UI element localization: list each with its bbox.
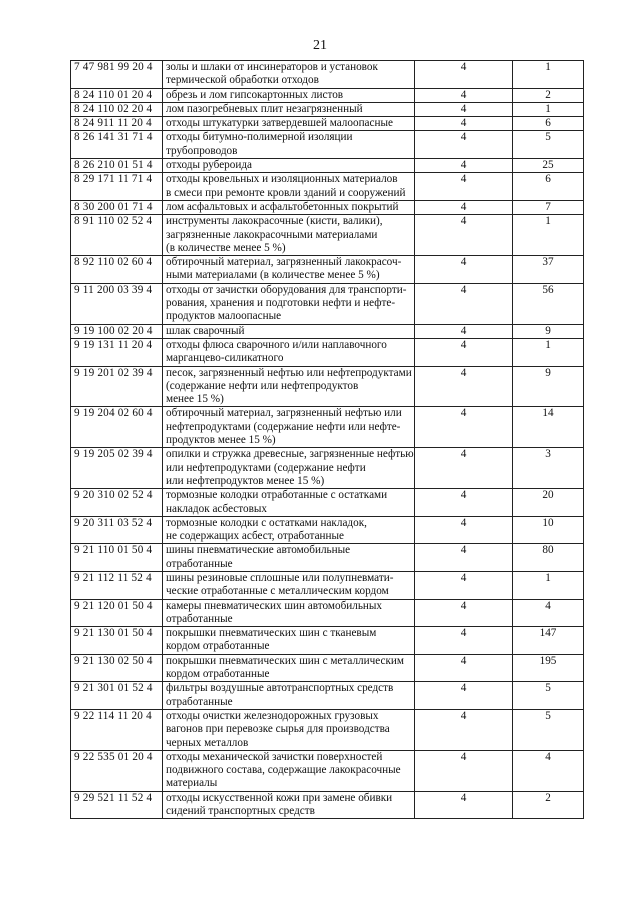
table-row xyxy=(71,516,584,544)
waste-name-cell xyxy=(163,215,415,256)
table-row xyxy=(71,627,584,655)
waste-name-line: отходы механической зачистки поверхностей xyxy=(166,750,383,763)
waste-code-cell: 9 20 310 02 52 4 xyxy=(71,489,163,517)
table-row xyxy=(71,283,584,324)
waste-code-cell: 8 26 141 31 71 4 xyxy=(71,131,163,159)
table-row xyxy=(71,709,584,750)
waste-code-cell: 9 20 311 03 52 4 xyxy=(71,516,163,544)
hazard-class-cell: 4 xyxy=(415,200,513,214)
waste-name-line: продуктов менее 15 %) xyxy=(166,434,276,447)
hazard-class-cell: 4 xyxy=(415,117,513,131)
table-row xyxy=(71,654,584,682)
waste-name-line: (содержание нефти или нефтепродуктов xyxy=(166,379,359,392)
waste-name-line: шины пневматические автомобильные xyxy=(166,544,351,557)
waste-name-cell xyxy=(163,682,415,710)
waste-code-cell: 9 22 114 11 20 4 xyxy=(71,709,163,750)
waste-name-line: отработанные xyxy=(166,695,233,708)
waste-name-cell xyxy=(163,256,415,284)
waste-code-cell: 9 21 112 11 52 4 xyxy=(71,571,163,599)
table-row xyxy=(71,407,584,448)
waste-name-line: менее 15 %) xyxy=(166,393,224,406)
waste-name-cell xyxy=(163,654,415,682)
quantity-cell: 147 xyxy=(513,627,584,655)
waste-name-line: опилки и стружка древесные, загрязненные нефтью xyxy=(166,448,414,461)
table-row xyxy=(71,448,584,489)
hazard-class-cell: 4 xyxy=(415,159,513,173)
table-row xyxy=(71,489,584,517)
waste-code-cell: 8 29 171 11 71 4 xyxy=(71,173,163,201)
waste-name-line: или нефтепродуктами (содержание нефти xyxy=(166,461,366,474)
waste-name-line: отходы от зачистки оборудования для транспорти- xyxy=(166,283,407,296)
waste-name-line: накладок асбестовых xyxy=(166,502,268,515)
waste-name-line: отходы искусственной кожи при замене обивки xyxy=(166,791,393,804)
waste-name-cell xyxy=(163,338,415,366)
waste-name-line: рования, хранения и подготовки нефти и нефте- xyxy=(166,297,396,310)
waste-name-line: в смеси при ремонте кровли зданий и сооружений xyxy=(166,186,406,199)
waste-name-cell xyxy=(163,88,415,102)
waste-name-line: нефтепродуктами (содержание нефти или нефте- xyxy=(166,420,401,433)
waste-name-line: отходы битумно-полимерной изоляции xyxy=(166,131,353,144)
waste-name-cell xyxy=(163,117,415,131)
quantity-cell: 1 xyxy=(513,571,584,599)
quantity-cell: 5 xyxy=(513,682,584,710)
hazard-class-cell: 4 xyxy=(415,283,513,324)
table-row xyxy=(71,159,584,173)
waste-name-line: тормозные колодки отработанные с остатками xyxy=(166,489,388,502)
quantity-cell: 1 xyxy=(513,102,584,116)
waste-name-cell xyxy=(163,61,415,89)
waste-name-line: тормозные колодки с остатками накладок, xyxy=(166,516,367,529)
quantity-cell: 1 xyxy=(513,215,584,256)
waste-name-cell xyxy=(163,102,415,116)
waste-name-line: термической обработки отходов xyxy=(166,74,319,87)
quantity-cell: 56 xyxy=(513,283,584,324)
table-row xyxy=(71,791,584,819)
hazard-class-cell: 4 xyxy=(415,682,513,710)
waste-code-cell: 8 26 210 01 51 4 xyxy=(71,159,163,173)
waste-name-line: черных металлов xyxy=(166,736,249,749)
table-row xyxy=(71,324,584,338)
hazard-class-cell: 4 xyxy=(415,88,513,102)
hazard-class-cell: 4 xyxy=(415,791,513,819)
waste-name-line: отработанные xyxy=(166,557,233,570)
waste-code-cell: 9 11 200 03 39 4 xyxy=(71,283,163,324)
table-row xyxy=(71,682,584,710)
hazard-class-cell: 4 xyxy=(415,407,513,448)
table-row xyxy=(71,102,584,116)
waste-code-cell: 9 21 301 01 52 4 xyxy=(71,682,163,710)
waste-code-cell: 8 92 110 02 60 4 xyxy=(71,256,163,284)
waste-name-line: отходы рубероида xyxy=(166,159,253,172)
hazard-class-cell: 4 xyxy=(415,131,513,159)
waste-name-cell xyxy=(163,407,415,448)
waste-name-line: ческие отработанные с металлическим кордом xyxy=(166,585,389,598)
hazard-class-cell: 4 xyxy=(415,489,513,517)
quantity-cell: 5 xyxy=(513,709,584,750)
waste-code-cell: 8 24 110 02 20 4 xyxy=(71,102,163,116)
hazard-class-cell: 4 xyxy=(415,366,513,407)
quantity-cell: 9 xyxy=(513,366,584,407)
waste-name-line: покрышки пневматических шин с металлическим xyxy=(166,654,404,667)
waste-code-cell: 9 19 204 02 60 4 xyxy=(71,407,163,448)
waste-name-cell xyxy=(163,516,415,544)
table-row xyxy=(71,88,584,102)
hazard-class-cell: 4 xyxy=(415,215,513,256)
waste-name-line: марганцево-силикатного xyxy=(166,352,284,365)
quantity-cell: 10 xyxy=(513,516,584,544)
waste-name-cell xyxy=(163,709,415,750)
quantity-cell: 80 xyxy=(513,544,584,572)
waste-name-line: шины резиновые сплошные или полупневмати- xyxy=(166,571,394,584)
quantity-cell: 7 xyxy=(513,200,584,214)
table-row xyxy=(71,173,584,201)
waste-name-line: продуктов малоопасные xyxy=(166,310,282,323)
waste-name-cell xyxy=(163,448,415,489)
hazard-class-cell: 4 xyxy=(415,338,513,366)
hazard-class-cell: 4 xyxy=(415,173,513,201)
quantity-cell: 25 xyxy=(513,159,584,173)
waste-name-line: лом пазогребневых плит незагрязненный xyxy=(166,102,363,115)
waste-name-line: лом асфальтовых и асфальтобетонных покрытий xyxy=(166,200,399,213)
waste-name-line: кордом отработанные xyxy=(166,668,270,681)
waste-name-line: ными материалами (в количестве менее 5 %) xyxy=(166,269,380,282)
page-number: 21 xyxy=(313,38,327,53)
quantity-cell: 6 xyxy=(513,173,584,201)
hazard-class-cell: 4 xyxy=(415,627,513,655)
quantity-cell: 195 xyxy=(513,654,584,682)
waste-code-cell: 9 21 130 02 50 4 xyxy=(71,654,163,682)
hazard-class-cell: 4 xyxy=(415,750,513,791)
waste-code-cell: 9 21 110 01 50 4 xyxy=(71,544,163,572)
hazard-class-cell: 4 xyxy=(415,654,513,682)
waste-name-cell xyxy=(163,131,415,159)
hazard-class-cell: 4 xyxy=(415,102,513,116)
waste-name-line: вагонов при перевозке сырья для производства xyxy=(166,723,390,736)
table-row xyxy=(71,200,584,214)
waste-name-cell xyxy=(163,544,415,572)
waste-code-cell: 9 19 100 02 20 4 xyxy=(71,324,163,338)
table-row xyxy=(71,750,584,791)
waste-code-cell: 8 24 911 11 20 4 xyxy=(71,117,163,131)
waste-name-line: камеры пневматических шин автомобильных xyxy=(166,599,383,612)
waste-name-line: золы и шлаки от инсинераторов и установок xyxy=(166,61,378,73)
hazard-class-cell: 4 xyxy=(415,709,513,750)
waste-name-cell xyxy=(163,159,415,173)
hazard-class-cell: 4 xyxy=(415,571,513,599)
table-row xyxy=(71,117,584,131)
waste-name-line: отходы кровельных и изоляционных материалов xyxy=(166,173,398,186)
table-row xyxy=(71,215,584,256)
quantity-cell: 1 xyxy=(513,338,584,366)
hazard-class-cell: 4 xyxy=(415,324,513,338)
waste-code-cell: 9 19 205 02 39 4 xyxy=(71,448,163,489)
waste-code-cell: 9 21 130 01 50 4 xyxy=(71,627,163,655)
waste-code-cell: 8 24 110 01 20 4 xyxy=(71,88,163,102)
waste-name-cell xyxy=(163,489,415,517)
table-row xyxy=(71,571,584,599)
quantity-cell: 4 xyxy=(513,599,584,627)
waste-name-line: (в количестве менее 5 %) xyxy=(166,241,286,254)
waste-name-line: песок, загрязненный нефтью или нефтепродуктами xyxy=(166,366,412,379)
hazard-class-cell: 4 xyxy=(415,256,513,284)
waste-name-line: отходы флюса сварочного и/или наплавочного xyxy=(166,338,387,351)
table-row xyxy=(71,131,584,159)
waste-name-line: инструменты лакокрасочные (кисти, валики), xyxy=(166,215,383,228)
hazard-class-cell: 4 xyxy=(415,516,513,544)
waste-name-line: покрышки пневматических шин с тканевым xyxy=(166,627,377,640)
waste-name-line: фильтры воздушные автотранспортных средств xyxy=(166,682,394,695)
quantity-cell: 2 xyxy=(513,88,584,102)
quantity-cell: 1 xyxy=(513,61,584,89)
waste-code-cell: 9 22 535 01 20 4 xyxy=(71,750,163,791)
waste-name-line: кордом отработанные xyxy=(166,640,270,653)
hazard-class-cell: 4 xyxy=(415,599,513,627)
quantity-cell: 20 xyxy=(513,489,584,517)
table-row xyxy=(71,256,584,284)
waste-name-cell xyxy=(163,200,415,214)
quantity-cell: 2 xyxy=(513,791,584,819)
waste-name-line: или нефтепродуктов менее 15 %) xyxy=(166,474,325,487)
waste-name-cell xyxy=(163,283,415,324)
waste-name-cell xyxy=(163,324,415,338)
waste-name-line: не содержащих асбест, отработанные xyxy=(166,530,345,543)
hazard-class-cell: 4 xyxy=(415,61,513,89)
quantity-cell: 3 xyxy=(513,448,584,489)
waste-name-line: отходы штукатурки затвердевшей малоопасные xyxy=(166,117,393,130)
waste-name-cell xyxy=(163,750,415,791)
waste-name-line: обтирочный материал, загрязненный лакокрасоч- xyxy=(166,256,402,269)
waste-name-line: шлак сварочный xyxy=(166,324,245,337)
waste-name-line: обтирочный материал, загрязненный нефтью или xyxy=(166,407,402,420)
quantity-cell: 5 xyxy=(513,131,584,159)
waste-name-line: трубопроводов xyxy=(166,144,238,157)
quantity-cell: 37 xyxy=(513,256,584,284)
waste-table xyxy=(70,60,584,819)
waste-name-line: обрезь и лом гипсокартонных листов xyxy=(166,88,344,101)
waste-name-line: загрязненные лакокрасочными материалами xyxy=(166,228,378,241)
waste-name-cell xyxy=(163,173,415,201)
waste-code-cell: 9 29 521 11 52 4 xyxy=(71,791,163,819)
table-row xyxy=(71,599,584,627)
waste-code-cell: 7 47 981 99 20 4 xyxy=(71,61,163,89)
waste-name-cell xyxy=(163,627,415,655)
waste-code-cell: 8 30 200 01 71 4 xyxy=(71,200,163,214)
quantity-cell: 4 xyxy=(513,750,584,791)
hazard-class-cell: 4 xyxy=(415,448,513,489)
waste-name-cell xyxy=(163,571,415,599)
hazard-class-cell: 4 xyxy=(415,544,513,572)
table-row xyxy=(71,366,584,407)
waste-name-line: сидений транспортных средств xyxy=(166,805,315,818)
table-body xyxy=(71,61,584,819)
waste-code-cell: 9 21 120 01 50 4 xyxy=(71,599,163,627)
waste-name-cell xyxy=(163,599,415,627)
waste-code-cell: 9 19 131 11 20 4 xyxy=(71,338,163,366)
waste-name-line: материалы xyxy=(166,777,218,790)
waste-code-cell: 9 19 201 02 39 4 xyxy=(71,366,163,407)
table-row xyxy=(71,338,584,366)
table-row xyxy=(71,61,584,89)
waste-name-cell xyxy=(163,366,415,407)
quantity-cell: 14 xyxy=(513,407,584,448)
waste-name-line: отработанные xyxy=(166,612,233,625)
waste-code-cell: 8 91 110 02 52 4 xyxy=(71,215,163,256)
quantity-cell: 6 xyxy=(513,117,584,131)
table-row xyxy=(71,544,584,572)
waste-name-line: подвижного состава, содержащие лакокрасочные xyxy=(166,764,401,777)
waste-name-line: отходы очистки железнодорожных грузовых xyxy=(166,709,379,722)
waste-name-cell xyxy=(163,791,415,819)
quantity-cell: 9 xyxy=(513,324,584,338)
